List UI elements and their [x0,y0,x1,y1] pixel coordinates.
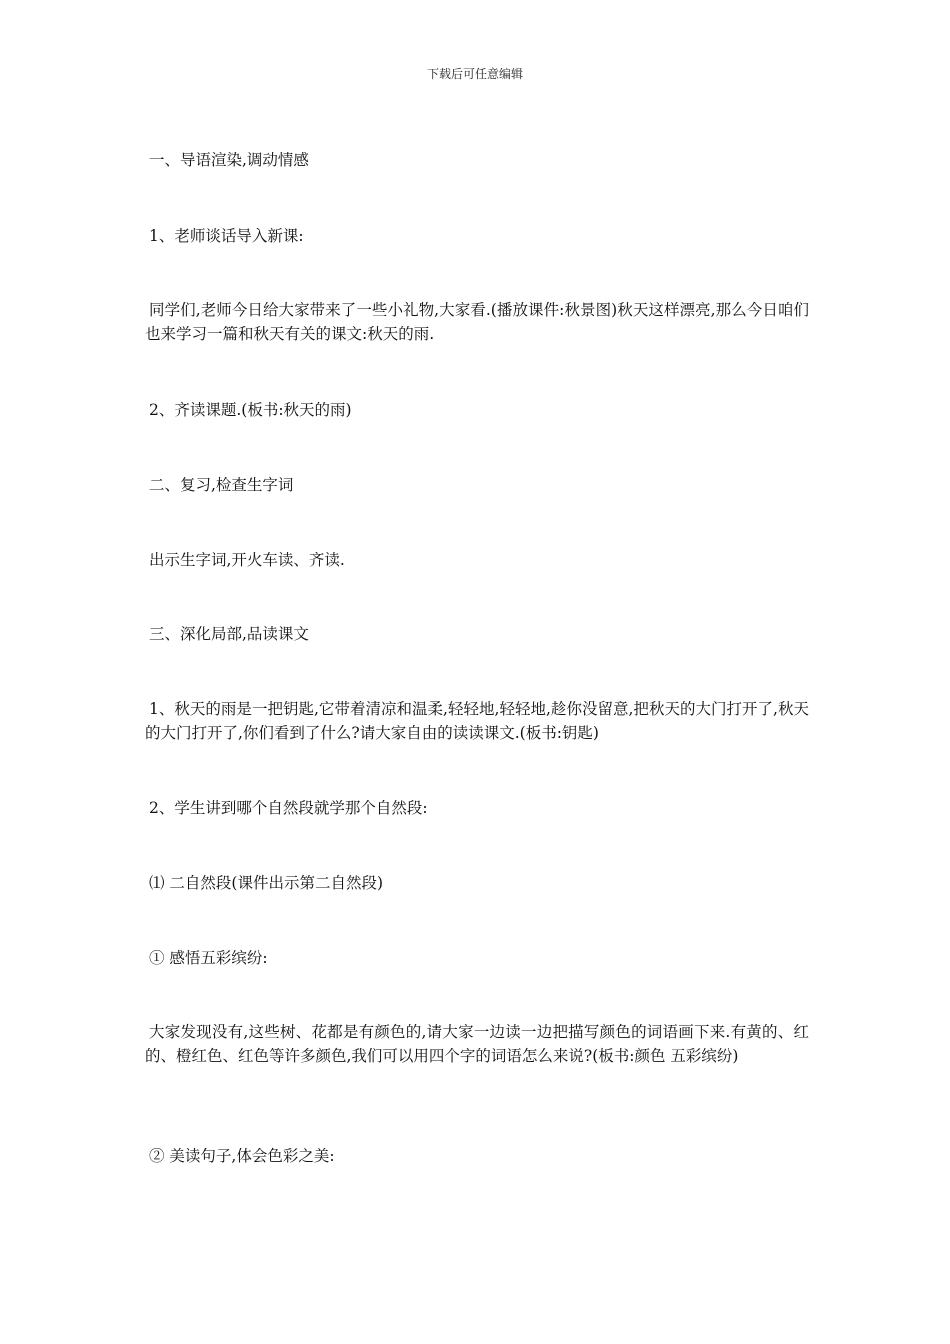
paragraph-7: ⑴ 二自然段(课件出示第二自然段) [149,874,384,892]
section-heading-1: 一、导语渲染,调动情感 [149,151,309,169]
paragraph-2: 同学们,老师今日给大家带来了一些小礼物,大家看.(播放课件:秋景图)秋天这样漂亮,那么今日咱们也来学习一篇和秋天有关的课文:秋天的雨. [145,301,809,343]
paragraph-3: 2、齐读课题.(板书:秋天的雨) [149,401,352,419]
section-heading-3: 三、深化局部,品读课文 [149,625,309,643]
paragraph-10: ② 美读句子,体会色彩之美: [149,1147,335,1165]
paragraph-5: 1、秋天的雨是一把钥匙,它带着清凉和温柔,轻轻地,轻轻地,趁你没留意,把秋天的大门打开了,秋天的大门打开了,你们看到了什么?请大家自由的读读课文.(板书:钥匙) [145,700,809,742]
page-header: 下载后可任意编辑 [426,67,523,81]
paragraph-8: ① 感悟五彩缤纷: [149,949,268,967]
paragraph-6: 2、学生讲到哪个自然段就学那个自然段: [149,799,428,817]
paragraph-9: 大家发现没有,这些树、花都是有颜色的,请大家一边读一边把描写颜色的词语画下来.有黄的、红的、橙红色、红色等许多颜色,我们可以用四个字的词语怎么来说?(板书:颜色 五彩缤纷) [145,1023,809,1065]
section-heading-2: 二、复习,检查生字词 [149,476,294,494]
paragraph-1: 1、老师谈话导入新课: [149,227,304,245]
paragraph-4: 出示生字词,开火车读、齐读. [149,551,345,569]
